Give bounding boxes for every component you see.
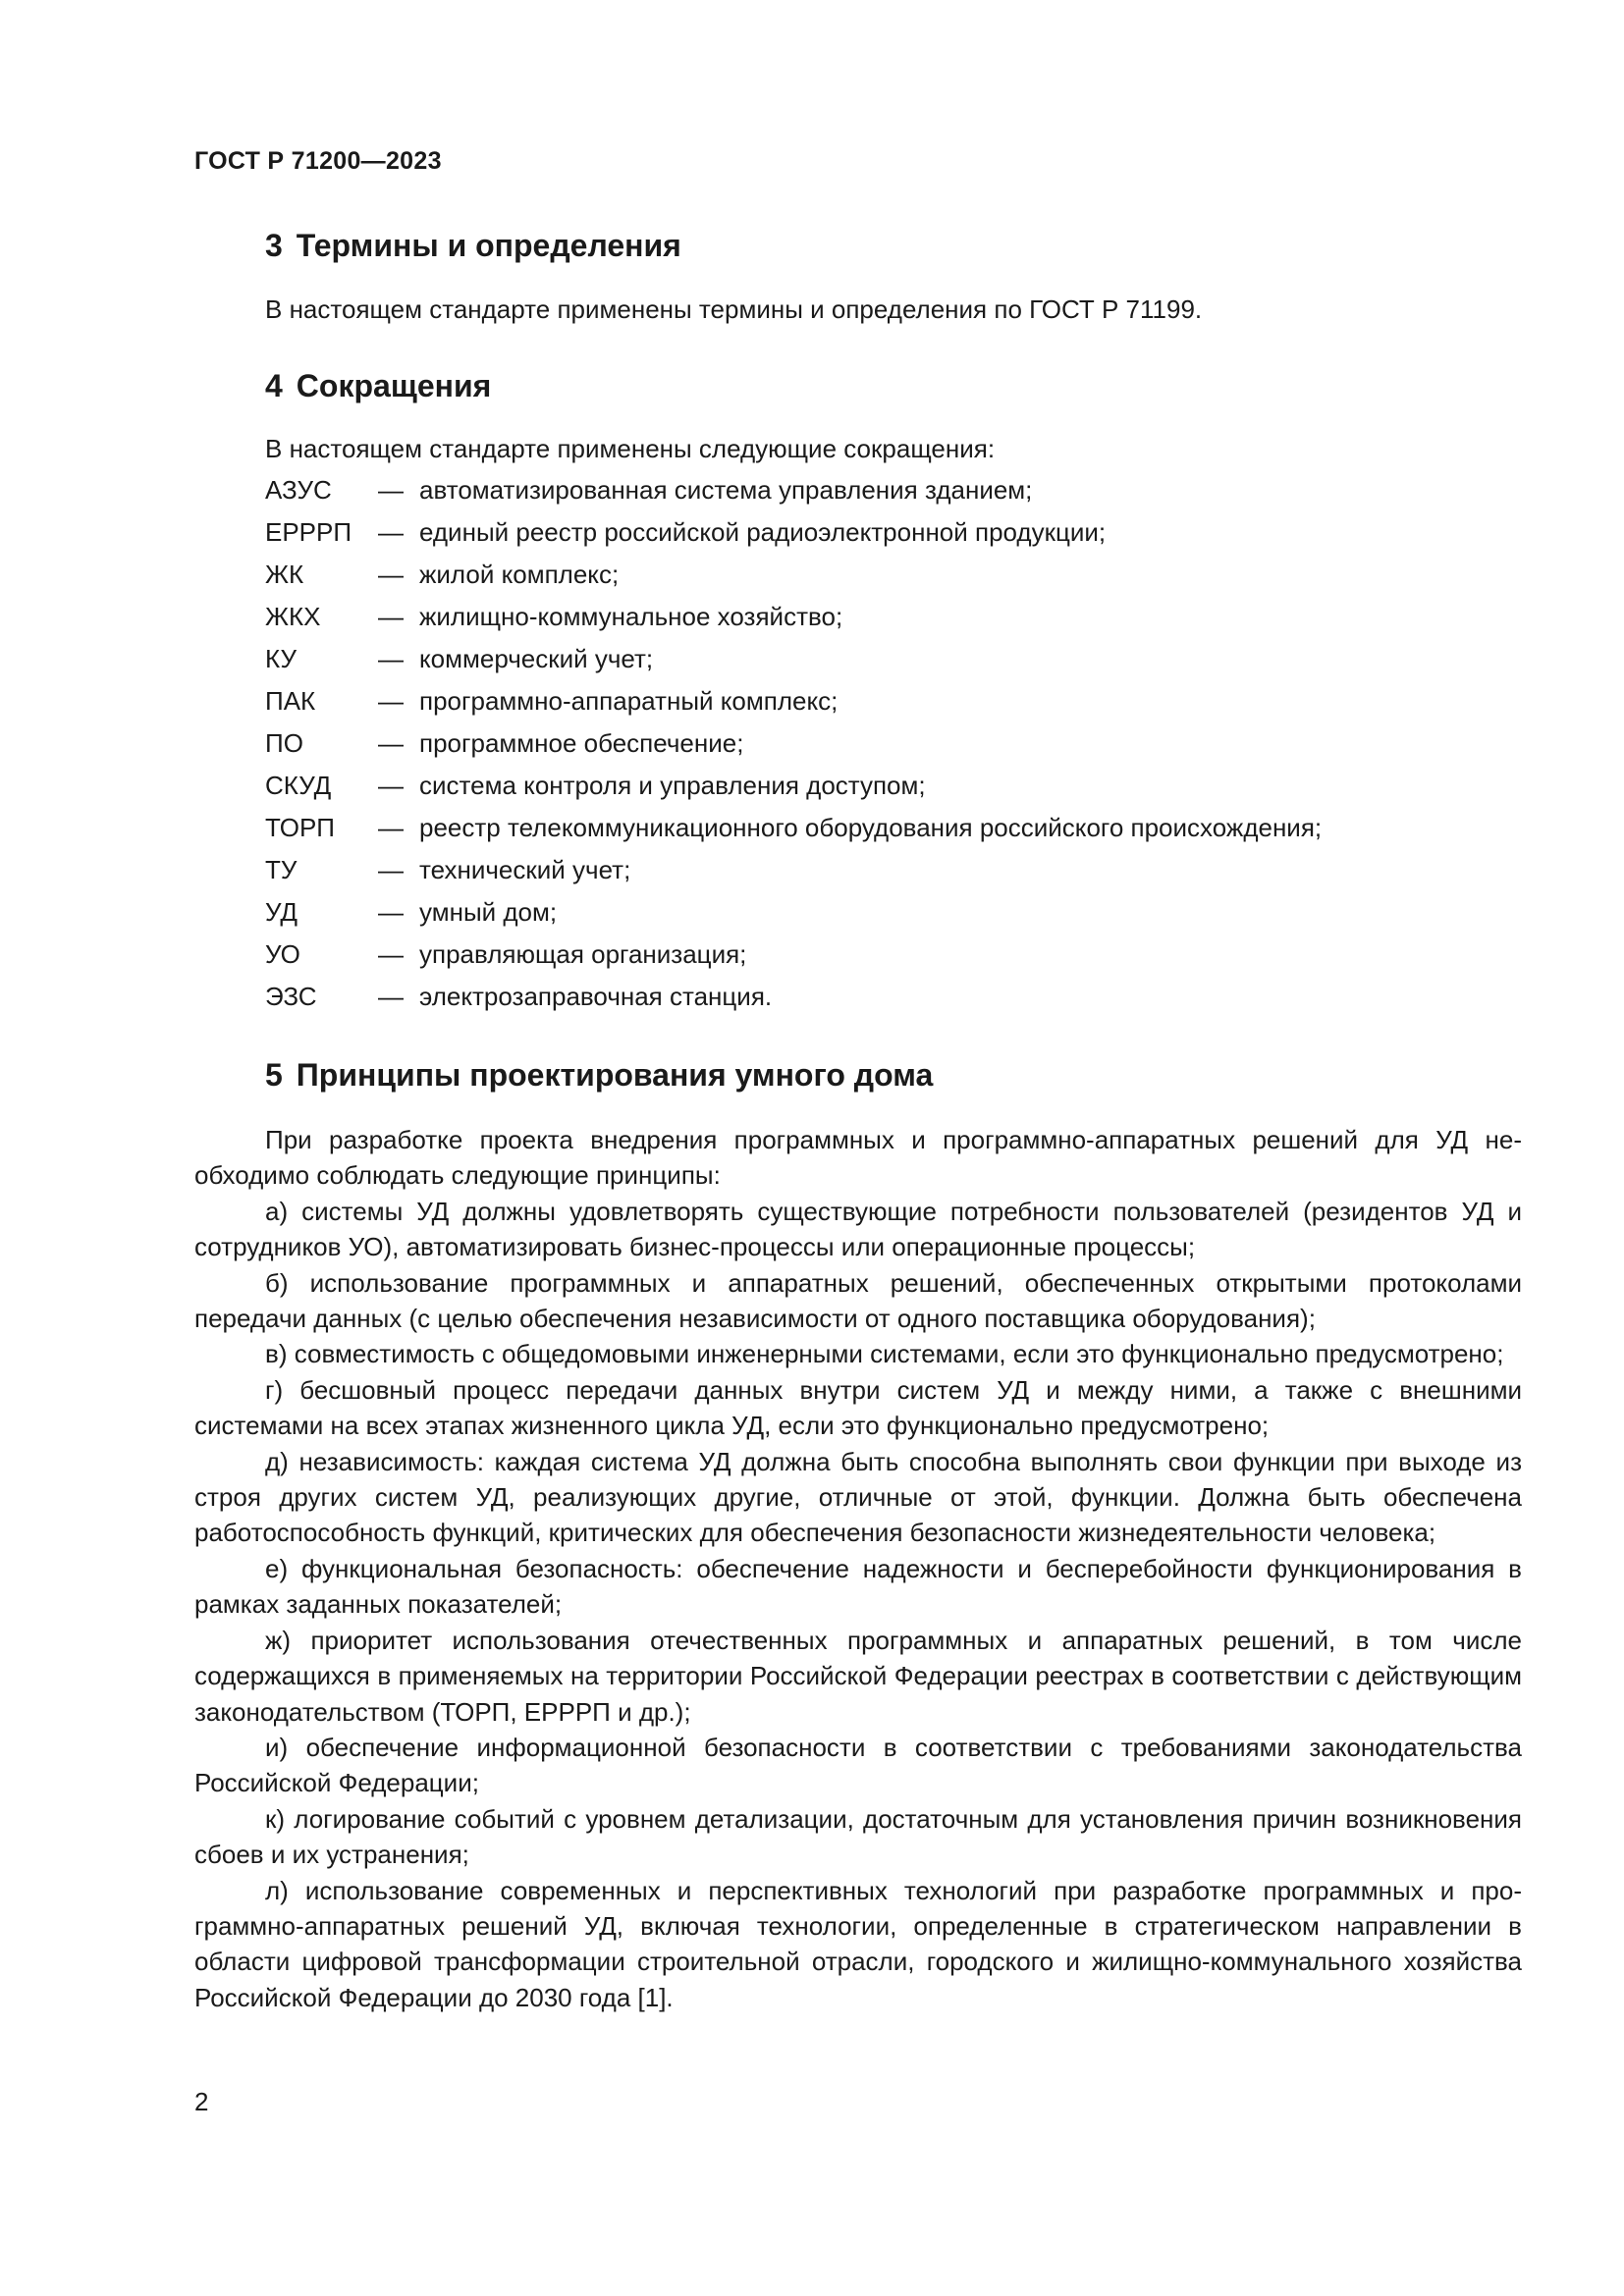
abbreviation-definition: управляющая организация;	[419, 939, 747, 969]
abbreviation-definition: программно-аппаратный комплекс;	[419, 686, 839, 716]
principle-item: а) системы УД должны удовлетворять существующие потребности пользователей (резидентов УД и сотрудников УО), автоматизировать бизнес-процессы или операционные процессы;	[194, 1196, 1522, 1262]
abbreviation-definition: единый реестр российской радиоэлектронной продукции;	[419, 517, 1107, 547]
abbreviation-definition: реестр телекоммуникационного оборудования российского происхождения;	[419, 813, 1323, 842]
abbreviation-dash: —	[378, 686, 404, 716]
abbreviation-term: ТОРП	[265, 813, 335, 842]
abbreviation-term: КУ	[265, 644, 297, 673]
principle-item: б) использование программных и аппаратных решений, обеспеченных открытыми протоколами передачи данных (с целью обеспечения независимости от одного поставщика оборудования);	[194, 1267, 1522, 1334]
abbreviation-item	[265, 554, 1322, 596]
abbreviation-dash: —	[378, 475, 404, 505]
abbreviation-dash: —	[378, 982, 404, 1011]
abbreviation-item	[265, 849, 1322, 891]
principle-item: и) обеспечение информационной безопасности в соответствии с требованиями законодательства Российской Федерации;	[194, 1732, 1522, 1798]
abbreviation-definition: электрозаправочная станция.	[419, 982, 773, 1011]
abbreviation-dash: —	[378, 560, 404, 589]
section-3-text: В настоящем стандарте применены термины и определения по ГОСТ Р 71199.	[265, 294, 1203, 324]
abbreviation-term: УО	[265, 939, 300, 969]
principle-item: л) использование современных и перспективных технологий при разработке программных и программно-аппаратных решений УД, включая технологии, определенные в стратегическом направлении в области цифровой трансформации строительной отрасли, городского и жилищно-коммунального хозяйства Российской Федерации до 2030 года [1].	[194, 1875, 1522, 2012]
abbreviation-list	[265, 469, 1322, 1018]
abbreviation-term: УД	[265, 897, 298, 927]
abbreviation-term: ЖКХ	[265, 602, 321, 631]
abbreviation-dash: —	[378, 602, 404, 631]
abbreviation-definition: технический учет;	[419, 855, 631, 884]
section-title: Принципы проектирования умного дома	[296, 1057, 934, 1093]
abbreviation-definition: система контроля и управления доступом;	[419, 771, 926, 800]
abbreviation-term: ЕРРРП	[265, 517, 352, 547]
abbreviation-dash: —	[378, 897, 404, 927]
abbreviation-item	[265, 976, 1322, 1018]
abbreviation-definition: программное обеспечение;	[419, 728, 744, 758]
abbreviation-item	[265, 934, 1322, 976]
abbreviation-term: ЖК	[265, 560, 304, 589]
abbreviation-term: ТУ	[265, 855, 298, 884]
document-header: ГОСТ Р 71200—2023	[194, 147, 442, 175]
principle-item: г) бесшовный процесс передачи данных внутри систем УД и между ними, а также с внешними системами на всех этапах жизненного цикла УД, если это функционально предусмотрено;	[194, 1374, 1522, 1441]
principle-item: е) функциональная безопасность: обеспечение надежности и бесперебойности функционирования в рамках заданных показателей;	[194, 1553, 1522, 1620]
principle-item: ж) приоритет использования отечественных программных и аппаратных решений, в том числе содержащихся в применяемых на территории Российской Федерации реестрах в соответствии с действующим законодательством (ТОРП, ЕРРРП и др.);	[194, 1625, 1522, 1727]
section-5-intro: При разработке проекта внедрения программных и программно-аппаратных решений для УД необходимо соблюдать следующие принципы:	[194, 1125, 1522, 1191]
abbreviation-item	[265, 807, 1322, 849]
abbreviation-dash: —	[378, 855, 404, 884]
abbreviation-item	[265, 596, 1322, 638]
principle-item: к) логирование событий с уровнем детализации, достаточным для установления причин возникновения сбоев и их устранения;	[194, 1803, 1522, 1870]
abbreviation-term: ЭЗС	[265, 982, 317, 1011]
abbreviation-term: СКУД	[265, 771, 332, 800]
abbreviation-definition: жилой комплекс;	[419, 560, 620, 589]
section-3-heading	[265, 228, 681, 264]
abbreviation-dash: —	[378, 644, 404, 673]
abbreviation-dash: —	[378, 771, 404, 800]
abbreviation-item	[265, 891, 1322, 934]
abbreviation-dash: —	[378, 517, 404, 547]
abbreviation-term: АЗУС	[265, 475, 332, 505]
abbreviation-term: ПАК	[265, 686, 316, 716]
abbreviation-term: ПО	[265, 728, 303, 758]
abbreviation-item	[265, 722, 1322, 765]
section-4-heading	[265, 368, 491, 404]
abbreviation-item	[265, 511, 1322, 554]
abbreviation-item	[265, 765, 1322, 807]
page-number: 2	[194, 2087, 209, 2116]
abbreviation-item	[265, 469, 1322, 511]
principle-item: д) независимость: каждая система УД должна быть способна выполнять свои функции при выходе из строя других систем УД, реализующих другие, отличные от этой, функции. Должна быть обеспечена работоспособность функций, критических для обеспечения безопасности жизнедеятельности человека;	[194, 1446, 1522, 1548]
section-title: Термины и определения	[296, 228, 681, 263]
abbreviation-item	[265, 680, 1322, 722]
section-5-heading	[265, 1057, 933, 1094]
section-title: Сокращения	[296, 368, 492, 403]
abbreviation-dash: —	[378, 813, 404, 842]
abbreviation-dash: —	[378, 939, 404, 969]
section-number: 4	[265, 368, 283, 403]
abbreviation-definition: автоматизированная система управления зданием;	[419, 475, 1033, 505]
abbreviation-definition: коммерческий учет;	[419, 644, 654, 673]
abbreviation-item	[265, 638, 1322, 680]
abbreviation-definition: жилищно-коммунальное хозяйство;	[419, 602, 843, 631]
abbreviation-dash: —	[378, 728, 404, 758]
section-5-body	[194, 1122, 1522, 2015]
section-number: 3	[265, 228, 283, 263]
abbreviation-definition: умный дом;	[419, 897, 558, 927]
principle-item: в) совместимость с общедомовыми инженерными системами, если это функционально предусмотрено;	[265, 1339, 1504, 1369]
section-number: 5	[265, 1057, 283, 1093]
section-4-intro: В настоящем стандарте применены следующие сокращения:	[265, 434, 996, 463]
